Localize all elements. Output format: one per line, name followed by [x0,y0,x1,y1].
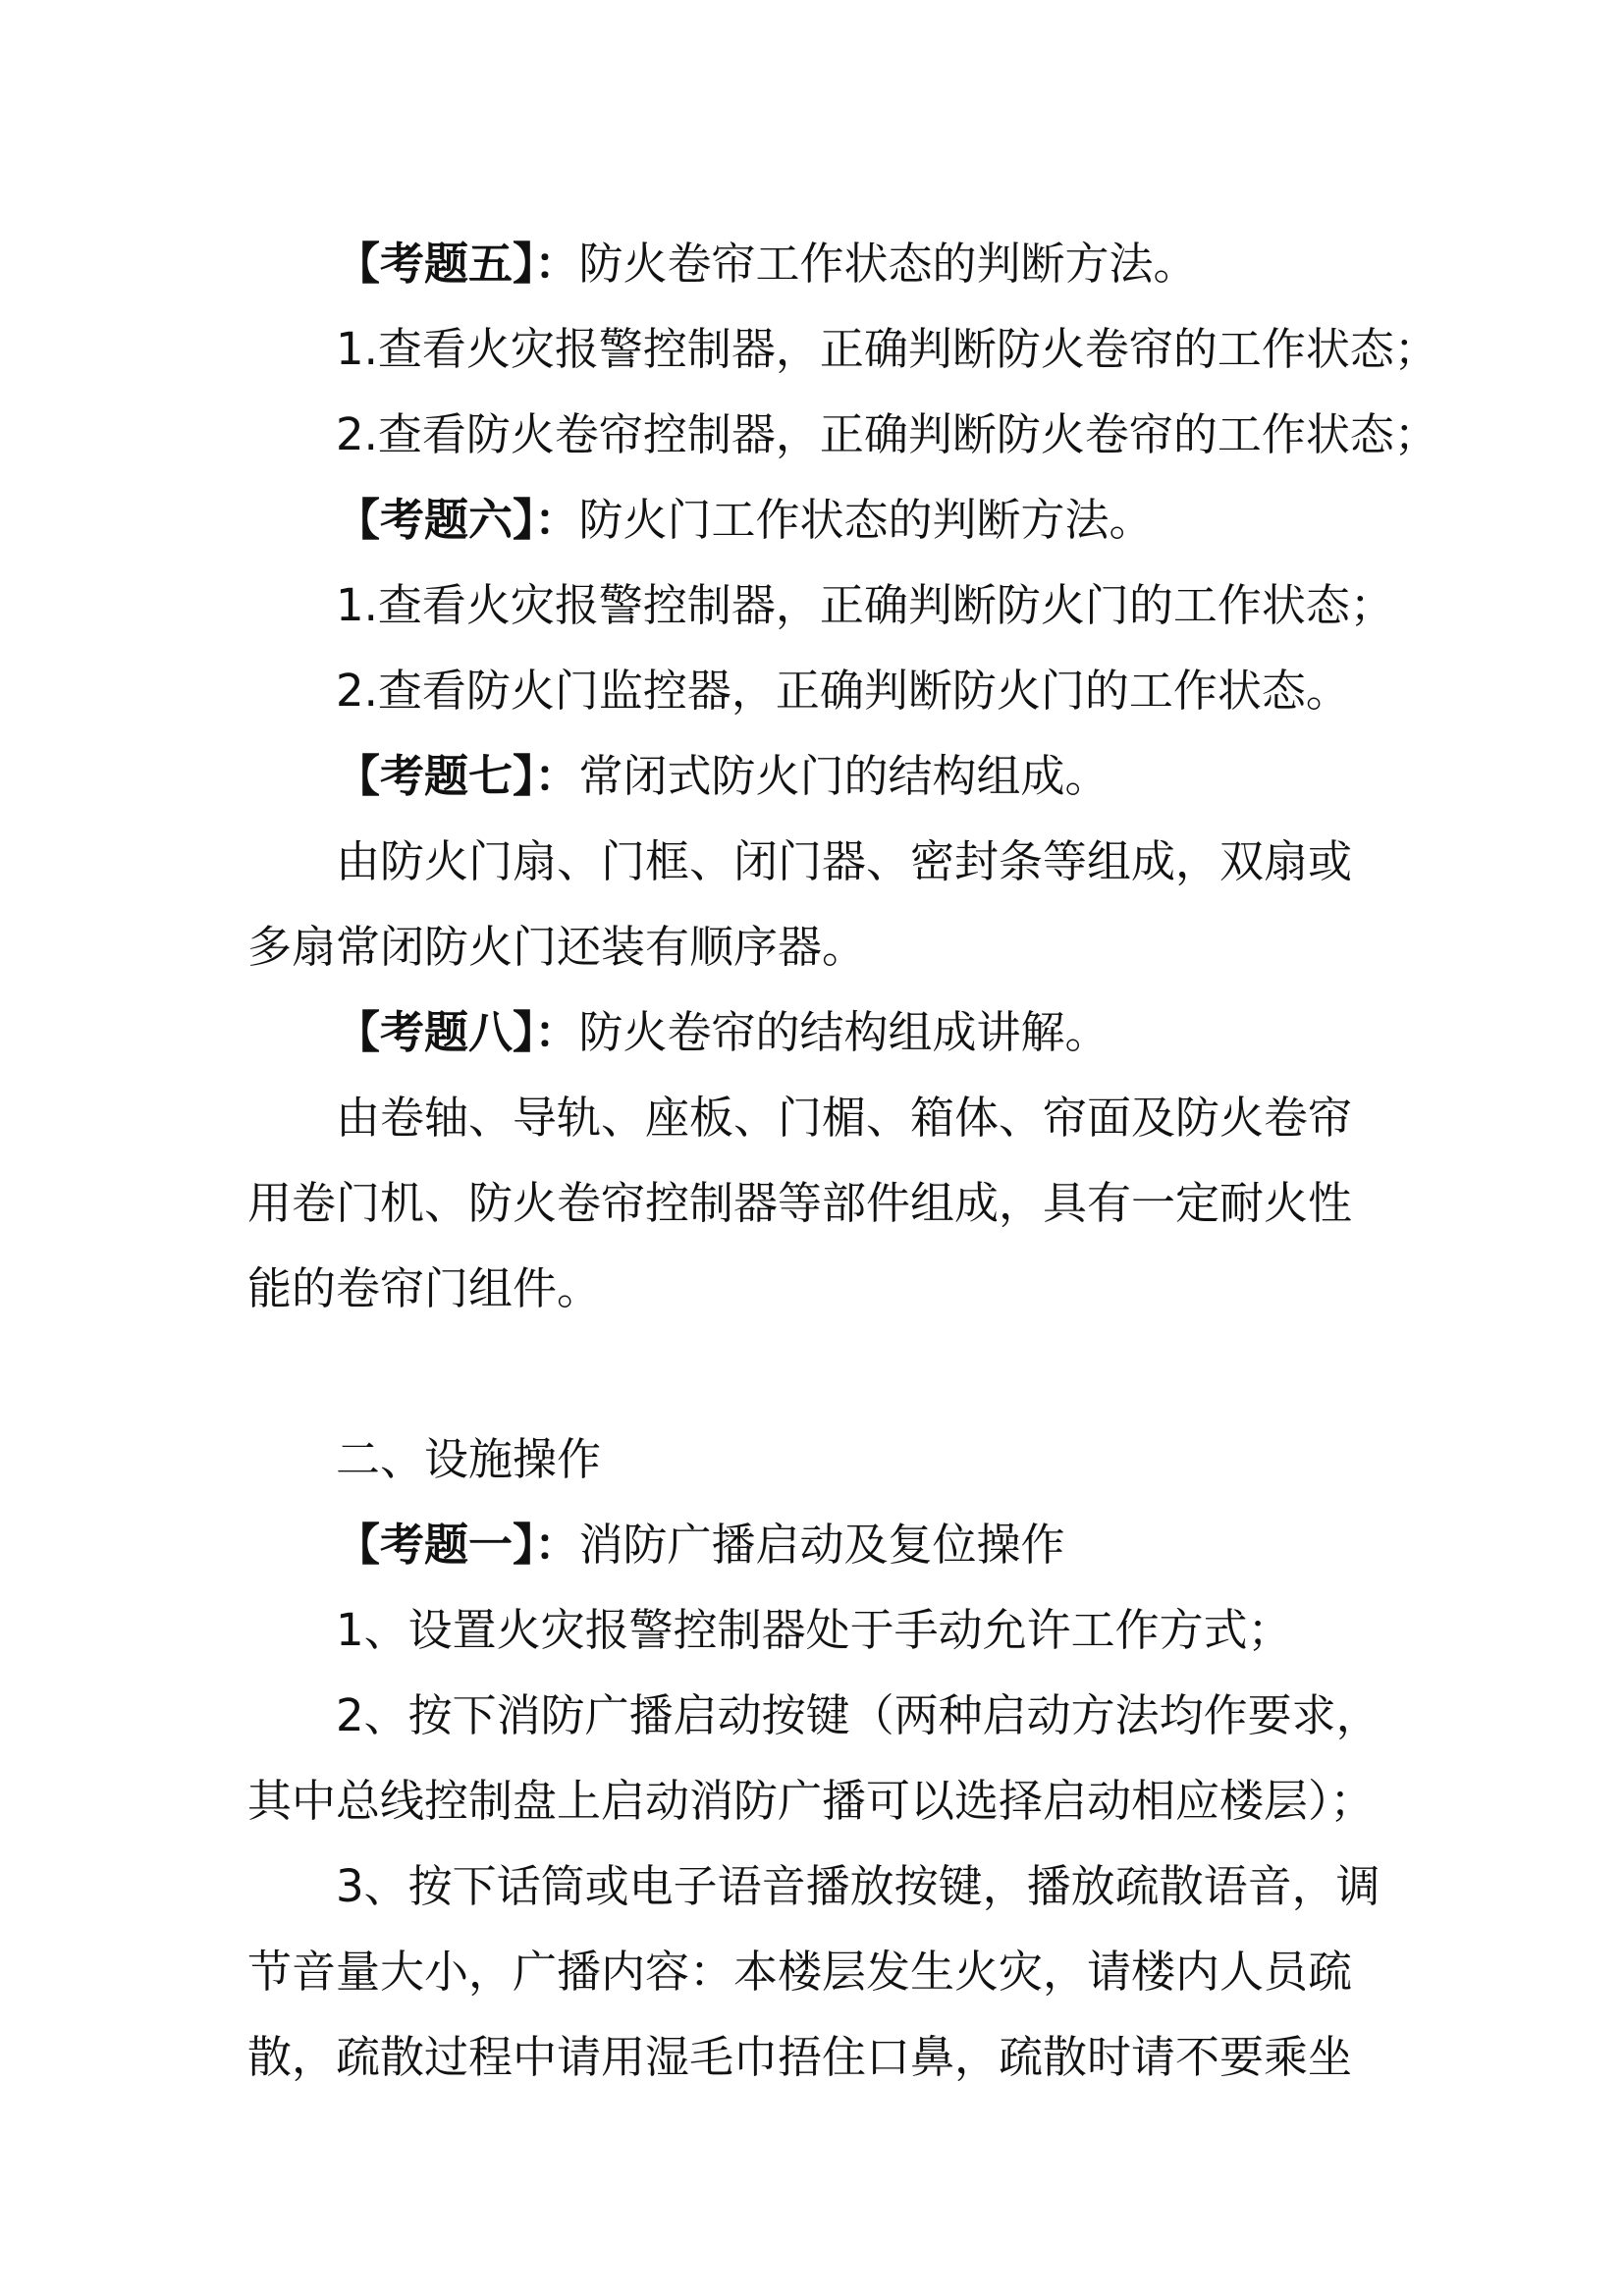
step-2-line-2: 其中总线控制盘上启动消防广播可以选择启动相应楼层）； [247,1775,1375,1827]
section-5-line-1: 1.查看火灾报警控制器，正确判断防火卷帘的工作状态； [336,323,1438,375]
part-2-topic-1-heading [247,1502,1386,1587]
section-8-para-line-1: 由卷轴、导轨、座板、门楣、箱体、帘面及防火卷帘 [336,1092,1353,1144]
part-2-heading: 二、设施操作 [336,1433,602,1485]
section-8-para-line-2: 用卷门机、防火卷帘控制器等部件组成，具有一定耐火性 [247,1177,1353,1229]
section-7-para-line-1: 由防火门扇、门框、闭门器、密封条等组成，双扇或 [336,835,1353,887]
blank-line [247,1331,1386,1416]
section-5-tag: 【考题五】： [336,238,579,290]
step-1: 1、设置火灾报警控制器处于手动允许工作方式； [336,1604,1292,1656]
section-6-line-1: 1.查看火灾报警控制器，正确判断防火门的工作状态； [336,579,1394,631]
section-7-para-line-2: 多扇常闭防火门还装有顺序器。 [247,921,867,973]
section-7-tag: 【考题七】： [336,750,579,802]
section-8-tag: 【考题八】： [336,1006,579,1058]
section-5-title: 防火卷帘工作状态的判断方法。 [578,238,1198,290]
section-7-title: 常闭式防火门的结构组成。 [578,750,1110,802]
section-6-line-2: 2.查看防火门监控器，正确判断防火门的工作状态。 [336,665,1350,717]
step-3-line-1: 3、按下话筒或电子语音播放按键，播放疏散语音，调 [336,1860,1380,1912]
section-8-title: 防火卷帘的结构组成讲解。 [578,1006,1110,1058]
step-3-line-2: 节音量大小，广播内容：本楼层发生火灾，请楼内人员疏 [247,1946,1353,1998]
section-7-heading [247,733,1386,819]
document-body [247,221,1438,2100]
section-6-title: 防火门工作状态的判断方法。 [578,494,1154,546]
section-8-para-line-3: 能的卷帘门组件。 [247,1262,602,1314]
part-2-topic-1-tag: 【考题一】： [336,1519,579,1571]
part-2-topic-1-title: 消防广播启动及复位操作 [578,1519,1065,1571]
section-8-heading [247,989,1386,1075]
section-6-heading [247,477,1386,562]
section-6-tag: 【考题六】： [336,494,579,546]
section-5-heading [247,221,1386,306]
section-5-line-2: 2.查看防火卷帘控制器，正确判断防火卷帘的工作状态； [336,408,1438,460]
step-3-line-3: 散，疏散过程中请用湿毛巾捂住口鼻，疏散时请不要乘坐 [247,2031,1353,2083]
step-2-line-1: 2、按下消防广播启动按键（两种启动方法均作要求， [336,1689,1380,1741]
